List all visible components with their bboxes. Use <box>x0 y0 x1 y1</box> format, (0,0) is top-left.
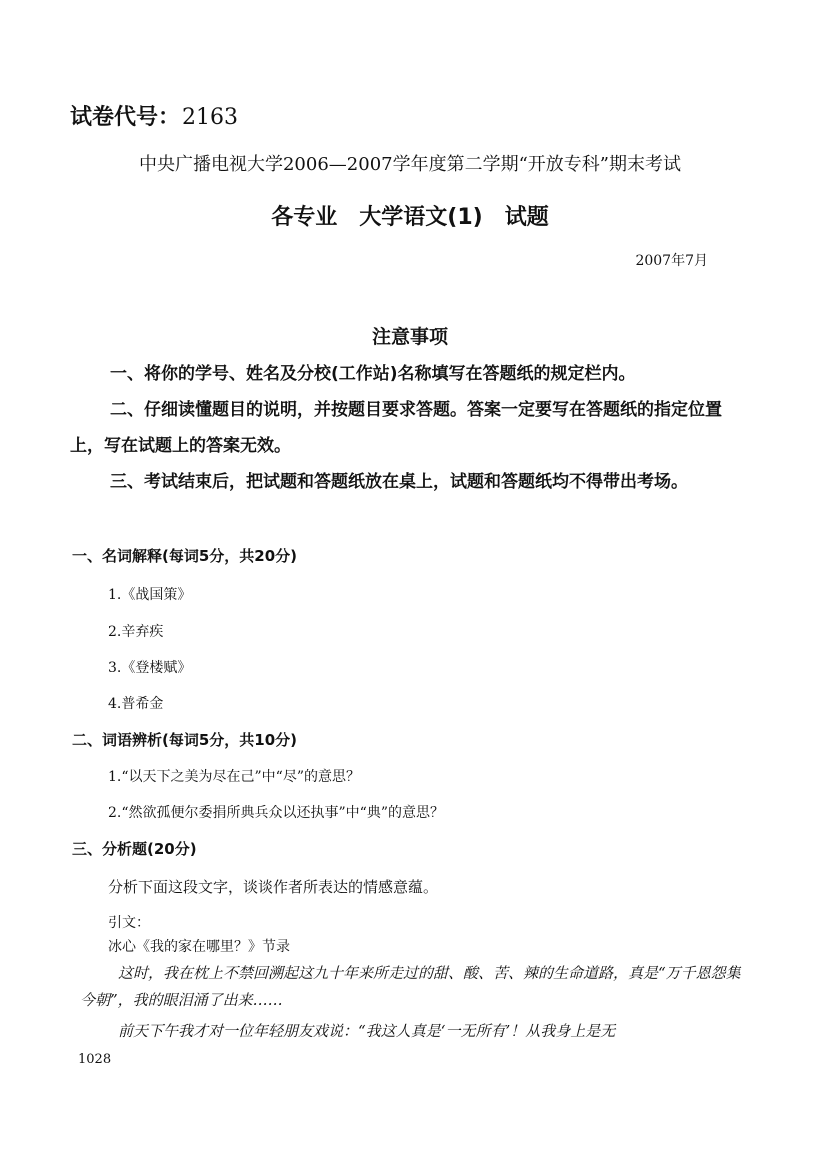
notice-item: 一、将你的学号、姓名及分校(工作站)名称填写在答题纸的规定栏内。 <box>110 364 636 384</box>
section-heading: 三、分析题(20分) <box>72 840 197 858</box>
page-number: 1028 <box>78 1052 112 1067</box>
question-item: 3.《登楼赋》 <box>108 660 192 676</box>
paper-code <box>70 100 238 131</box>
notice-item: 三、考试结束后，把试题和答题纸放在桌上，试题和答题纸均不得带出考场。 <box>110 472 688 492</box>
subject-title: 各专业 大学语文(1) 试题 <box>271 205 549 230</box>
notice-item: 二、仔细读懂题目的说明，并按题目要求答题。答案一定要写在答题纸的指定位置上，写在试题上的答案无效。 <box>70 400 722 456</box>
quote-source: 冰心《我的家在哪里？》节录 <box>108 939 290 955</box>
question-item: 2.“然欲孤便尔委捐所典兵众以还执事”中“典”的意思？ <box>108 805 444 821</box>
notice-heading: 注意事项 <box>371 326 448 348</box>
quote-paragraph: 这时，我在枕上不禁回溯起这九十年来所走过的甜、酸、苦、辣的生命道路，真是“万千恩怨集今朝”，我的眼泪涌了出来…… <box>80 964 741 1009</box>
question-item: 2.辛弃疾 <box>108 624 164 640</box>
quote-paragraph: 前天下午我才对一位年轻朋友戏说：“我这人真是‘一无所有’！从我身上是无 <box>118 1022 616 1040</box>
paper-code-number: 2163 <box>182 105 239 130</box>
question-item: 4.普希金 <box>108 696 164 712</box>
quote-label: 引文： <box>108 915 150 931</box>
paper-code-label: 试卷代号： <box>70 105 181 130</box>
section-heading: 二、词语辨析(每词5分，共10分) <box>72 731 298 749</box>
question-item: 1.“以天下之美为尽在己”中“尽”的意思？ <box>108 769 360 785</box>
section-heading: 一、名词解释(每词5分，共20分) <box>72 547 298 565</box>
exam-date: 2007年7月 <box>635 253 708 269</box>
exam-title: 中央广播电视大学2006—2007学年度第二学期“开放专科”期末考试 <box>138 154 682 175</box>
question-instruction: 分析下面这段文字，谈谈作者所表达的情感意蕴。 <box>108 878 439 896</box>
question-item: 1.《战国策》 <box>108 587 192 603</box>
